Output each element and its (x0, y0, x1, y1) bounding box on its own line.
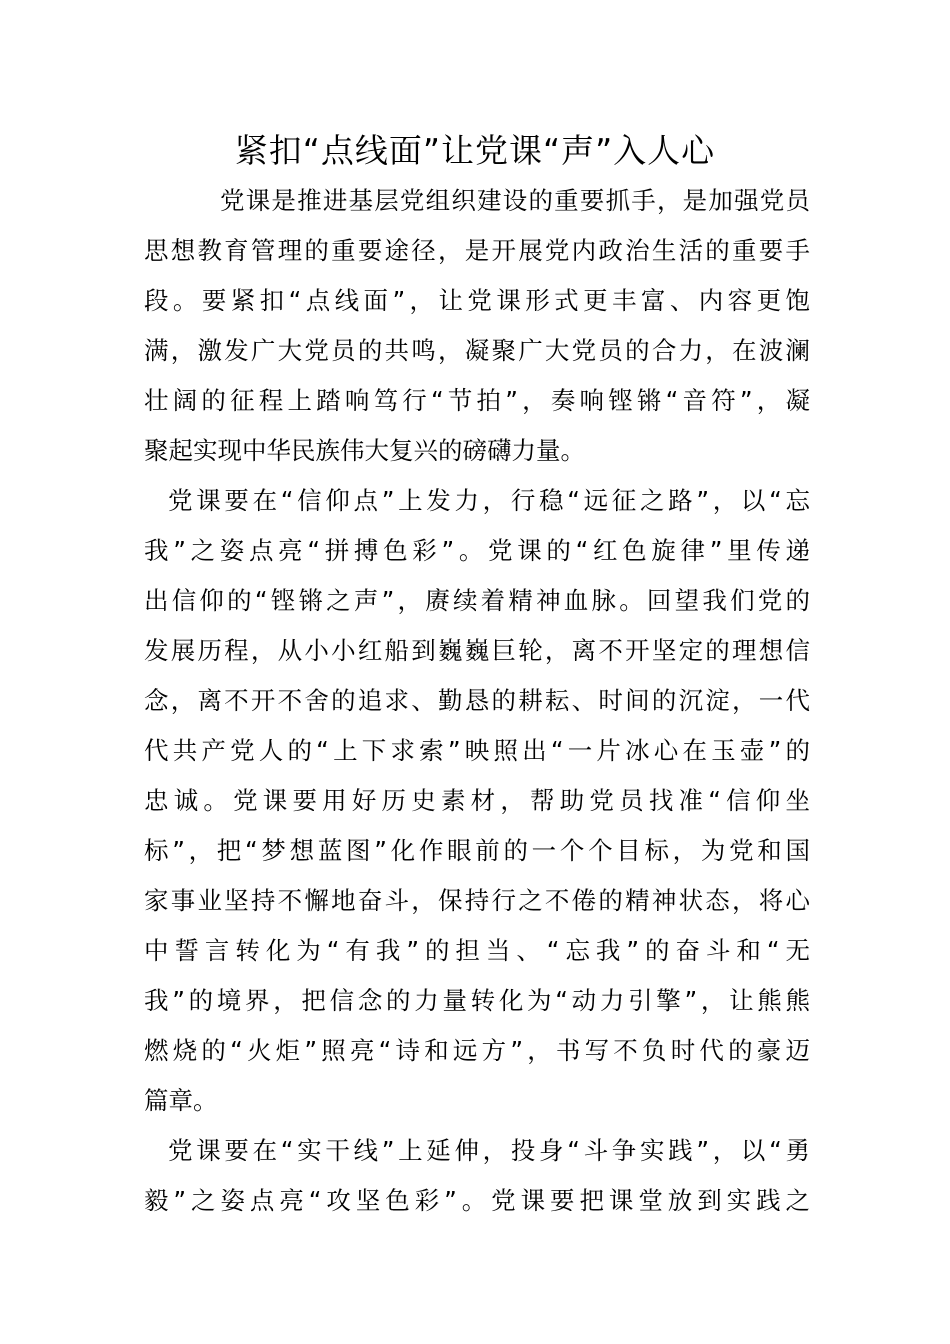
paragraph-2-line-7: 忠诚。党课要用好历史素材，帮助党员找准“信仰坐 (144, 786, 810, 815)
document-title: 紧扣“点线面”让党课“声”入人心 (234, 131, 716, 170)
paragraph-1-line-5: 壮阔的征程上踏响笃行“节拍”，奏响铿锵“音符”，凝 (144, 386, 810, 415)
paragraph-1-line-3: 段。要紧扣“点线面”，让党课形式更丰富、内容更饱 (144, 286, 810, 315)
paragraph-1-line-2: 思想教育管理的重要途径，是开展党内政治生活的重要手 (144, 236, 810, 265)
paragraph-2-line-1: 党课要在“信仰点”上发力，行稳“远征之路”，以“忘 (168, 486, 810, 515)
paragraph-1-line-6: 聚起实现中华民族伟大复兴的磅礴力量。 (144, 436, 585, 465)
paragraph-1-line-1: 党课是推进基层党组织建设的重要抓手，是加强党员 (220, 186, 810, 215)
paragraph-3-line-2: 毅”之姿点亮“攻坚色彩”。党课要把课堂放到实践之 (144, 1186, 810, 1215)
paragraph-2-line-2: 我”之姿点亮“拼搏色彩”。党课的“红色旋律”里传递 (144, 536, 810, 565)
document-body (144, 176, 810, 1226)
paragraph-2-line-13: 篇章。 (144, 1086, 218, 1115)
paragraph-2-line-5: 念，离不开不舍的追求、勤恳的耕耘、时间的沉淀，一代 (144, 686, 810, 715)
paragraph-2-line-6: 代共产党人的“上下求索”映照出“一片冰心在玉壶”的 (144, 736, 810, 765)
paragraph-2-line-9: 家事业坚持不懈地奋斗，保持行之不倦的精神状态，将心 (144, 886, 810, 915)
paragraph-3-line-1: 党课要在“实干线”上延伸，投身“斗争实践”，以“勇 (168, 1136, 810, 1165)
paragraph-2-line-8: 标”，把“梦想蓝图”化作眼前的一个个目标，为党和国 (144, 836, 810, 865)
paragraph-2-line-11: 我”的境界，把信念的力量转化为“动力引擎”，让熊熊 (144, 986, 810, 1015)
paragraph-1-line-4: 满，激发广大党员的共鸣，凝聚广大党员的合力，在波澜 (144, 336, 810, 365)
paragraph-2-line-4: 发展历程，从小小红船到巍巍巨轮，离不开坚定的理想信 (144, 636, 810, 665)
paragraph-2-line-3: 出信仰的“铿锵之声”，赓续着精神血脉。回望我们党的 (144, 586, 810, 615)
paragraph-2-line-10: 中誓言转化为“有我”的担当、“忘我”的奋斗和“无 (144, 936, 810, 965)
paragraph-2-line-12: 燃烧的“火炬”照亮“诗和远方”，书写不负时代的豪迈 (144, 1036, 810, 1065)
